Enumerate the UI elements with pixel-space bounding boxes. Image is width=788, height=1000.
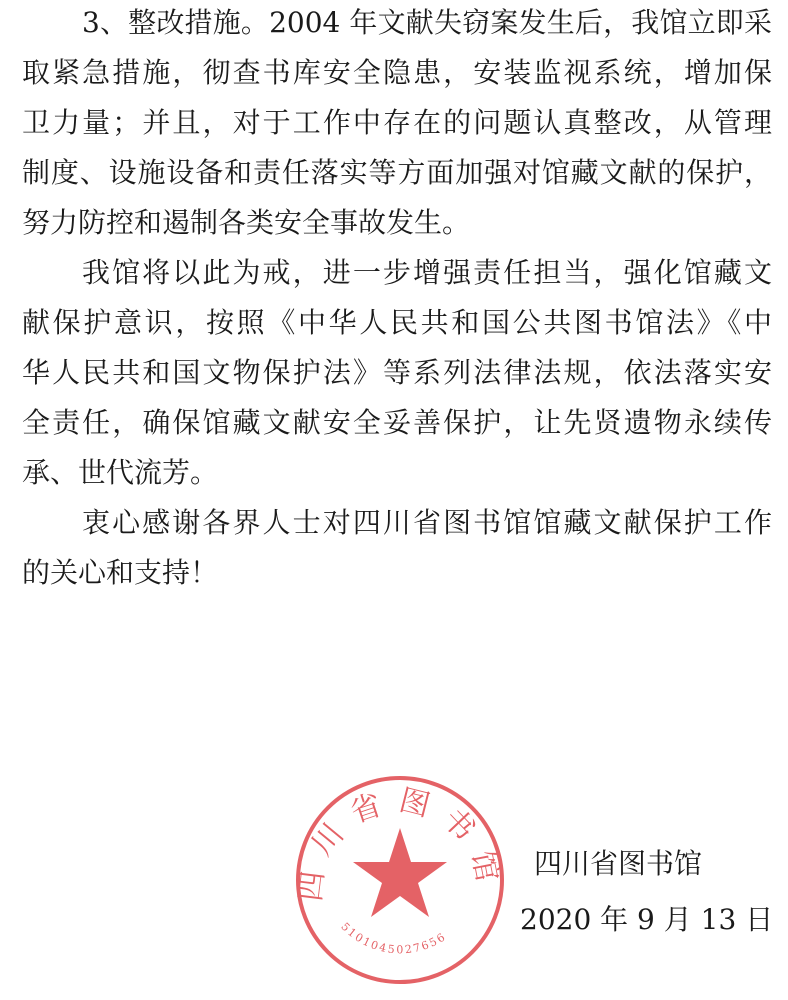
signature-date: 2020 年 9 月 13 日 [520, 903, 774, 936]
paragraph-rectification [22, 0, 772, 250]
text-line: 取紧急措施，彻查书库安全隐患，安装监视系统，增加保 [22, 56, 772, 89]
text-line: 卫力量；并且，对于工作中存在的问题认真整改，从管理 [22, 106, 772, 139]
paragraph-thanks [22, 500, 772, 600]
text-line: 衷心感谢各界人士对四川省图书馆馆藏文献保护工作 [82, 506, 772, 539]
text-line: 努力防控和遏制各类安全事故发生。 [22, 206, 471, 239]
text-line: 承、世代流芳。 [22, 456, 219, 489]
text-line: 我馆将以此为戒，进一步增强责任担当，强化馆藏文 [82, 256, 772, 289]
text-line: 献保护意识，按照《中华人民共和国公共图书馆法》《中 [22, 306, 772, 339]
text-line: 的关心和支持！ [22, 556, 219, 589]
seal-code: 5101045027656 [338, 919, 449, 957]
text-line: 3、整改措施。2004 年文献失窃案发生后，我馆立即采 [82, 6, 772, 39]
document-body [22, 0, 772, 600]
signature-organization: 四川省图书馆 [534, 847, 703, 880]
seal-star-icon [353, 828, 447, 917]
seal-text: 四川省图书馆 [293, 782, 508, 904]
text-line: 制度、设施设备和责任落实等方面加强对馆藏文献的保护， [22, 156, 772, 189]
paragraph-commitment [22, 250, 772, 500]
text-line: 华人民共和国文物保护法》等系列法律法规，依法落实安 [22, 356, 772, 389]
official-seal [290, 770, 510, 990]
text-line: 全责任，确保馆藏文献安全妥善保护，让先贤遗物永续传 [22, 406, 772, 439]
